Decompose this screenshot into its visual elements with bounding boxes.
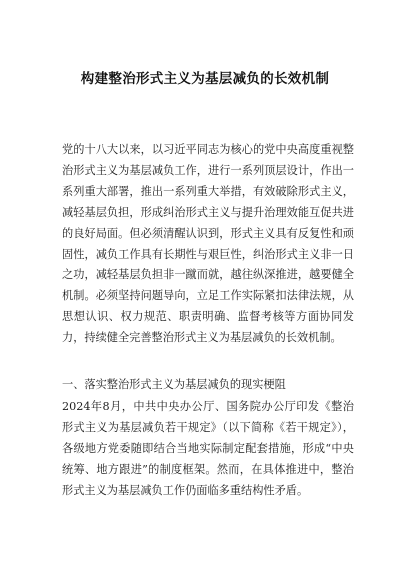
document-title: 构建整治形式主义为基层减负的长效机制 xyxy=(80,71,330,87)
section-heading-1: 一、落实整治形式主义为基层减负的现实梗阻 xyxy=(62,378,286,391)
paragraph-section-1: 2024年8月，中共中央办公厅、国务院办公厅印发《整治形式主义为基层减负若干规定》（以下简称《若干规定》），各级地方党委随即结合当地实际制定配套措施，形成“中央统筹、地方跟进”的制度框架。然而，在具体推进中，整治形式主义为基层减负工作仍面临多重结构性矛盾。 xyxy=(62,400,354,497)
paragraph-intro: 党的十八大以来，以习近平同志为核心的党中央高度重视整治形式主义为基层减负工作，进行一系列顶层设计，作出一系列重大部署，推出一系列重大举措，有效破除形式主义，减轻基层负担，形成纠治形式主义与提升治理效能互促共进的良好局面。但必须清醒认识到，形式主义具有反复性和顽固性，减负工作具有长期性与艰巨性，纠治形式主义非一日之功，减轻基层负担非一蹴而就，越往纵深推进，越要健全机制。必须坚持问题导向，立足工作实际紧扣法律法规，从思想认识、权力规范、职责明确、监督考核等方面协同发力，持续健全完善整治形式主义为基层减负的长效机制。 xyxy=(62,143,354,345)
